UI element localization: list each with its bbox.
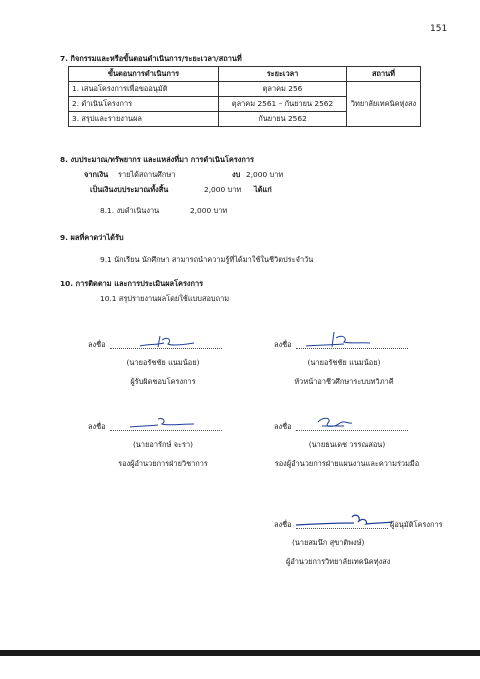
handwritten-signature-icon [314, 414, 354, 432]
budget-total-value: 2,000 บาท [204, 185, 242, 194]
budget-label: งบ [232, 170, 241, 179]
signature-name: (นายสมนึก สุขาติพงษ์) [292, 538, 365, 547]
signature-block-planning [274, 422, 444, 472]
signature-name: (นายธนเดช วรรณสอน) [308, 440, 386, 449]
budget-item-value: 2,000 บาท [190, 206, 228, 215]
signature-suffix: ผู้อนุมัติโครงการ [390, 520, 443, 529]
signature-block-responsible [88, 340, 238, 390]
budget-total-label: เป็นเงินงบประมาณทั้งสิ้น [90, 185, 169, 194]
section-7-heading: 7. กิจกรรมและหรือขั้นตอนดำเนินการ/ระยะเวลา/สถานที่ [60, 54, 242, 63]
budget-item-label: 8.1. งบดำเนินงาน [100, 206, 160, 215]
handwritten-signature-icon [138, 334, 198, 350]
budget-value: 2,000 บาท [246, 170, 284, 179]
table-cell-step: 2. ดำเนินโครงการ [69, 97, 219, 112]
signature-name: (นายอรัชชัย แนมน้อย) [307, 358, 381, 367]
signature-prefix: ลงชื่อ [88, 340, 106, 349]
table-cell-period: กันยายน 2562 [219, 112, 347, 127]
signature-prefix: ลงชื่อ [88, 422, 106, 431]
table-cell-place: วิทยาลัยเทคนิคหุ่งสง [347, 82, 421, 127]
budget-breakdown-label: ได้แก่ [254, 185, 272, 194]
section-10-heading: 10. การติดตาม และการประเมินผลโครงการ [60, 279, 204, 288]
signature-position: รองผู้อำนวยการฝ่ายแผนงานและความร่วมมือ [274, 459, 420, 468]
handwritten-signature-icon [128, 416, 198, 432]
page-number: 151 [430, 24, 448, 34]
table-header-step: ขั้นตอนการดำเนินการ [69, 67, 219, 82]
section-8-heading: 8. งบประมาณ/ทรัพยากร และแหล่งที่มา การดำเนินโครงการ [60, 155, 255, 164]
table-cell-period: ตุลาคม 256 [219, 82, 347, 97]
signature-position: รองผู้อำนวยการฝ่ายวิชาการ [118, 459, 208, 468]
signature-name: (นายอารักษ์ จะรา) [133, 440, 193, 449]
signature-position: หัวหน้าอาชีวศึกษาระบบทวิภาคี [294, 377, 394, 386]
signature-block-dvt-head [274, 340, 434, 390]
signature-position: ผู้อำนวยการวิทยาลัยเทคนิคทุ่งสง [286, 557, 391, 566]
expected-result-item: 9.1 นักเรียน นักศึกษา สามารถนำความรู้ที่ได้มาใช้ในชีวิตประจำวัน [100, 255, 314, 264]
table-cell-step: 3. สรุปและรายงานผล [69, 112, 219, 127]
scan-edge-bar [0, 650, 480, 656]
section-9-heading: 9. ผลที่คาดว่าได้รับ [60, 233, 124, 242]
signature-prefix: ลงชื่อ [274, 340, 292, 349]
table-cell-step: 1. เสนอโครงการเพื่อขออนุมัติ [69, 82, 219, 97]
evaluation-item: 10.1 สรุปรายงานผลโดยใช้แบบสอบถาม [100, 294, 230, 303]
signature-block-approver [274, 520, 474, 570]
handwritten-signature-icon [304, 330, 374, 350]
budget-source-value: รายได้สถานศึกษา [118, 170, 176, 179]
signature-block-academic [88, 422, 238, 472]
signature-prefix: ลงชื่อ [274, 422, 292, 431]
table-cell-period: ตุลาคม 2561 – กันยายน 2562 [219, 97, 347, 112]
signature-position: ผู้รับผิดชอบโครงการ [130, 377, 196, 386]
table-header-place: สถานที่ [347, 67, 421, 82]
signature-name: (นายอรัชชัย แนมน้อย) [126, 358, 200, 367]
handwritten-signature-icon [294, 512, 394, 530]
table-header-period: ระยะเวลา [219, 67, 347, 82]
budget-source-label: จากเงิน [84, 170, 109, 179]
table-row [69, 82, 421, 97]
signature-prefix: ลงชื่อ [274, 520, 292, 529]
activity-table [68, 66, 421, 127]
